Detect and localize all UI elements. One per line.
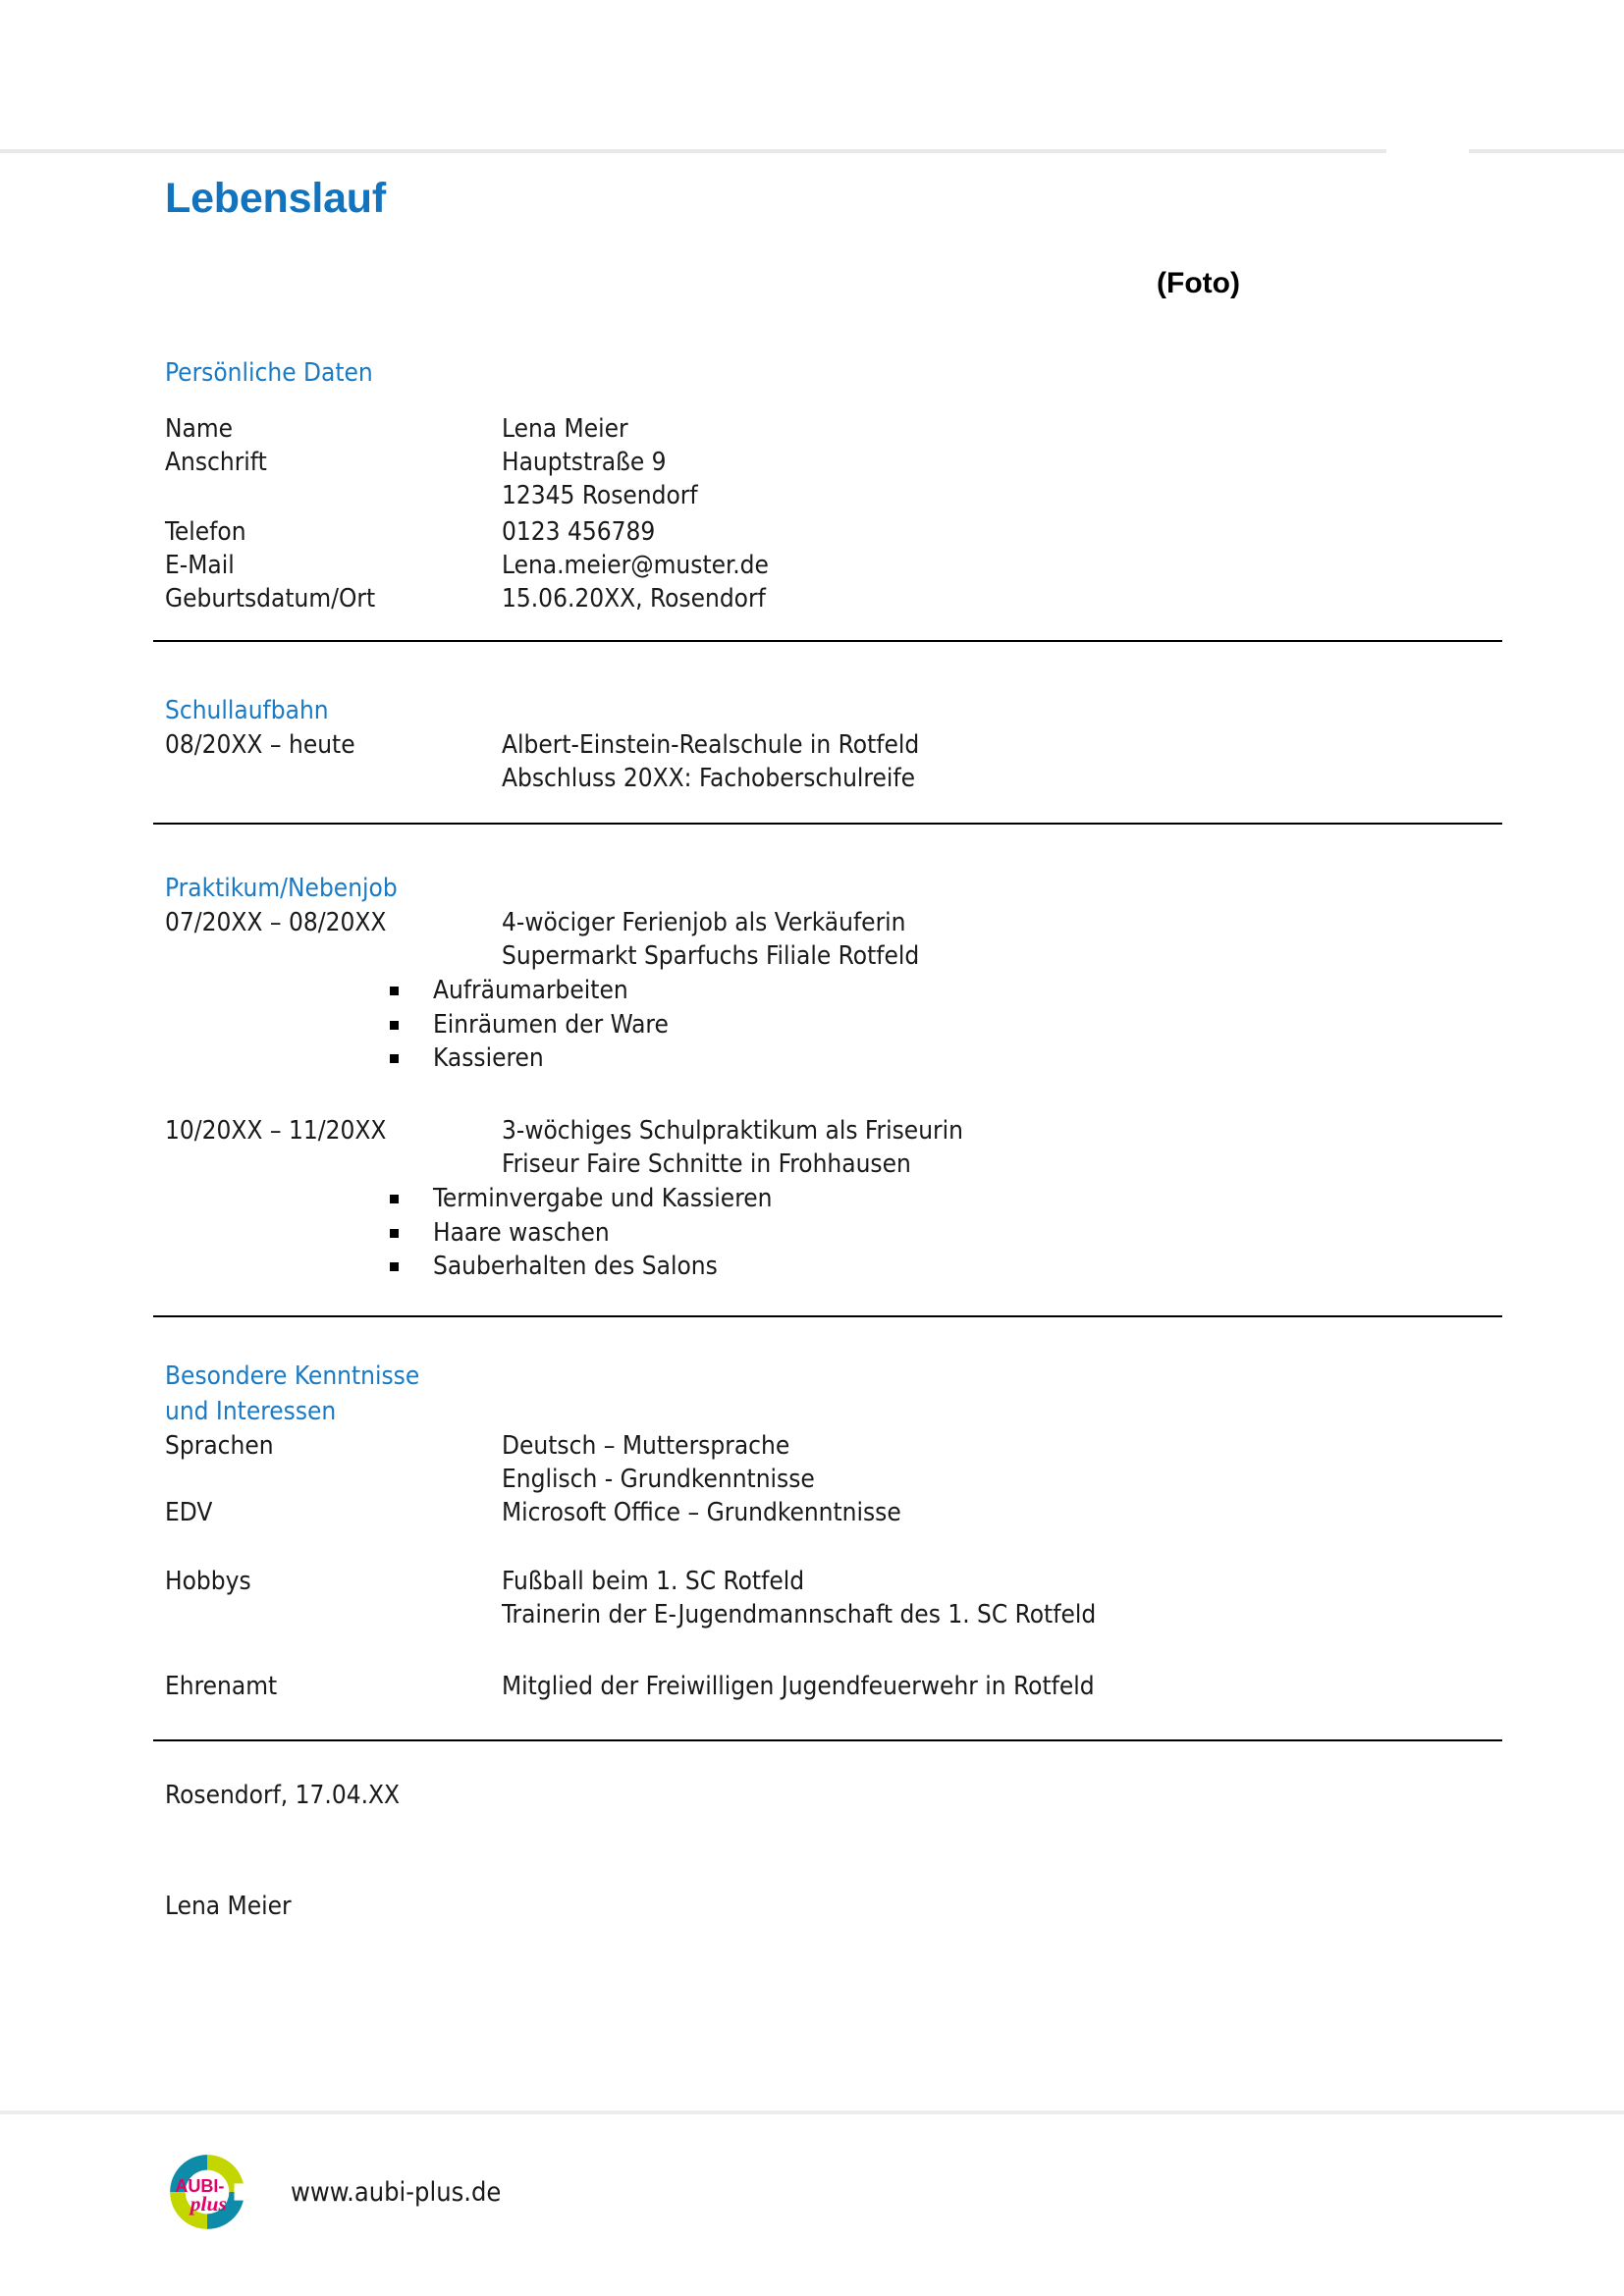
entry-line-2: Abschluss 20XX: Fachoberschulreife <box>502 764 915 793</box>
signature-place-date: Rosendorf, 17.04.XX <box>165 1781 401 1810</box>
field-value-line-2: 12345 Rosendorf <box>502 481 698 510</box>
field-label: Hobbys <box>165 1567 251 1596</box>
square-bullet-icon <box>390 1262 399 1271</box>
list-item-label: Einräumen der Ware <box>433 1009 669 1040</box>
field-value: Lena Meier <box>502 414 628 444</box>
logo-text-plus: plus <box>189 2191 227 2216</box>
field-label: Ehrenamt <box>165 1672 278 1701</box>
field-value: 0123 456789 <box>502 517 656 547</box>
entry-line-2: Friseur Faire Schnitte in Frohhausen <box>502 1149 911 1179</box>
field-value-line-2: Englisch - Grundkenntnisse <box>502 1465 815 1494</box>
field-value-line-1: Fußball beim 1. SC Rotfeld <box>502 1567 805 1596</box>
list-item <box>337 1041 669 1076</box>
square-bullet-icon <box>390 1054 399 1063</box>
square-bullet-icon <box>390 1195 399 1203</box>
section-divider-1 <box>153 640 1502 642</box>
square-bullet-icon <box>390 1229 399 1238</box>
entry-period: 07/20XX – 08/20XX <box>165 908 387 937</box>
list-item-label: Aufräumarbeiten <box>433 976 628 1005</box>
section-divider-4 <box>153 1739 1502 1741</box>
field-value: Mitglied der Freiwilligen Jugendfeuerwehr in Rotfeld <box>502 1672 1095 1701</box>
entry-line-2: Supermarkt Sparfuchs Filiale Rotfeld <box>502 941 920 971</box>
entry-line-1: 3-wöchiges Schulpraktikum als Friseurin <box>502 1116 963 1146</box>
aubi-plus-logo-icon <box>165 2150 249 2234</box>
field-label: Anschrift <box>165 448 267 477</box>
section-divider-2 <box>153 823 1502 825</box>
field-value-line-1: Hauptstraße 9 <box>502 448 667 477</box>
entry-line-1: 4-wöciger Ferienjob als Verkäuferin <box>502 908 906 937</box>
field-value-line-2: Trainerin der E-Jugendmannschaft des 1. SC Rotfeld <box>502 1600 1097 1629</box>
photo-placeholder-label: (Foto) <box>1157 267 1240 299</box>
section-heading-internship: Praktikum/Nebenjob <box>165 874 398 903</box>
field-label: Name <box>165 414 234 444</box>
field-value: Microsoft Office – Grundkenntnisse <box>502 1498 901 1527</box>
section-heading-skills-line1: Besondere Kenntnisse <box>165 1362 420 1391</box>
section-heading-school: Schullaufbahn <box>165 696 329 725</box>
aubi-plus-logo <box>165 2150 249 2234</box>
footer-divider <box>0 2110 1624 2114</box>
field-label: Telefon <box>165 517 246 547</box>
list-item-label: Haare waschen <box>433 1217 610 1248</box>
section-divider-3 <box>153 1315 1502 1317</box>
section-heading-skills-line2: und Interessen <box>165 1397 337 1426</box>
internship-entry-2-bullets <box>337 1182 772 1284</box>
list-item <box>337 1250 772 1284</box>
page-title: Lebenslauf <box>165 175 386 222</box>
list-item-label: Terminvergabe und Kassieren <box>433 1184 773 1213</box>
header-divider-stub <box>1469 149 1624 153</box>
list-item <box>337 1008 669 1042</box>
field-value-line-1: Deutsch – Muttersprache <box>502 1431 790 1461</box>
list-item-label: Kassieren <box>433 1043 544 1073</box>
square-bullet-icon <box>390 1021 399 1030</box>
list-item-label: Sauberhalten des Salons <box>433 1252 718 1281</box>
field-label: EDV <box>165 1498 213 1527</box>
logo-text-aubi: AUBI- <box>175 2176 225 2196</box>
field-value: Lena.meier@muster.de <box>502 551 769 580</box>
list-item <box>337 1182 772 1216</box>
list-item <box>337 1216 772 1251</box>
internship-entry-1-bullets <box>337 974 669 1076</box>
field-label: E-Mail <box>165 551 235 580</box>
header-divider <box>0 149 1386 153</box>
entry-line-1: Albert-Einstein-Realschule in Rotfeld <box>502 730 920 760</box>
square-bullet-icon <box>390 987 399 995</box>
entry-period: 08/20XX – heute <box>165 730 355 760</box>
section-heading-personal: Persönliche Daten <box>165 358 373 388</box>
field-label: Sprachen <box>165 1431 274 1461</box>
entry-period: 10/20XX – 11/20XX <box>165 1116 387 1146</box>
footer-website-url: www.aubi-plus.de <box>291 2176 502 2208</box>
field-value: 15.06.20XX, Rosendorf <box>502 584 766 614</box>
list-item <box>337 974 669 1008</box>
signature-name: Lena Meier <box>165 1892 292 1921</box>
field-label: Geburtsdatum/Ort <box>165 584 376 614</box>
page-footer <box>165 2150 501 2234</box>
